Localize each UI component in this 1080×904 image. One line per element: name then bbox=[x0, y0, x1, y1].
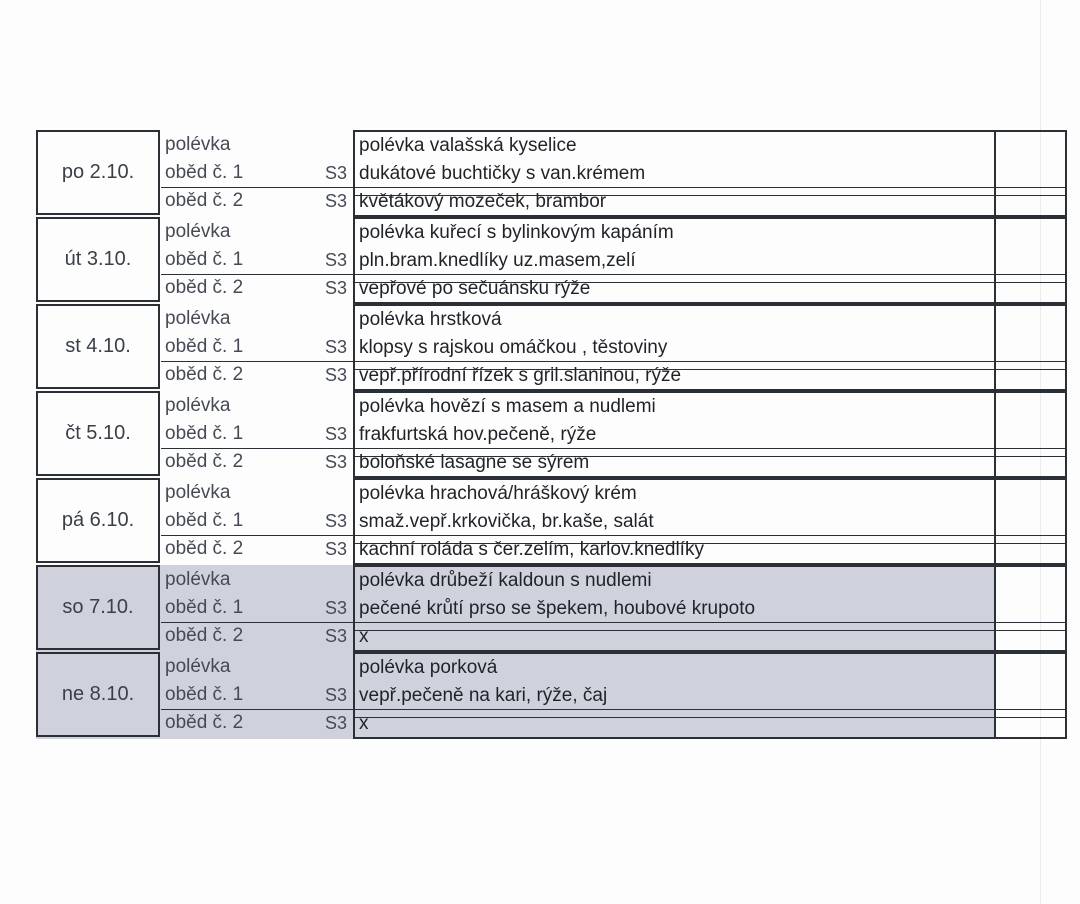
menu-row-lunch1 bbox=[161, 160, 1067, 188]
dish-name: vepř.přírodní řízek s gril.slaninou, rýže bbox=[359, 365, 682, 386]
dish-name: polévka valašská kyselice bbox=[359, 135, 577, 156]
meal-type: oběd č. 1 bbox=[165, 162, 244, 183]
dish-name: polévka porková bbox=[359, 657, 498, 678]
meal-type: oběd č. 2 bbox=[165, 364, 244, 385]
meal-type: polévka bbox=[165, 395, 231, 416]
kitchen-code: S3 bbox=[324, 713, 347, 733]
menu-row-soup bbox=[161, 480, 1067, 508]
dish-name: frakfurtská hov.pečeně, rýže bbox=[359, 424, 597, 445]
kitchen-code: S3 bbox=[324, 191, 347, 211]
dish-name: květákový mozeček, brambor bbox=[359, 191, 607, 212]
meal-type: oběd č. 2 bbox=[165, 190, 244, 211]
menu-row-lunch1 bbox=[161, 334, 1067, 362]
menu-row-soup bbox=[161, 567, 1067, 595]
meal-type: polévka bbox=[165, 656, 231, 677]
meal-type: polévka bbox=[165, 221, 231, 242]
meal-type: oběd č. 2 bbox=[165, 451, 244, 472]
kitchen-code: S3 bbox=[324, 511, 347, 531]
meal-type: oběd č. 1 bbox=[165, 336, 244, 357]
kitchen-code: S3 bbox=[324, 452, 347, 472]
menu-row-soup bbox=[161, 393, 1067, 421]
meal-type: oběd č. 2 bbox=[165, 712, 244, 733]
dish-name: polévka kuřecí s bylinkovým kapáním bbox=[359, 222, 674, 243]
kitchen-code: S3 bbox=[324, 365, 347, 385]
meal-type: oběd č. 1 bbox=[165, 423, 244, 444]
dish-name: vepř.pečeně na kari, rýže, čaj bbox=[359, 685, 608, 706]
meal-type: polévka bbox=[165, 134, 231, 155]
meal-type: oběd č. 2 bbox=[165, 277, 244, 298]
day-block-tue bbox=[36, 217, 1067, 304]
meal-type: oběd č. 1 bbox=[165, 249, 244, 270]
menu-row-lunch1 bbox=[161, 682, 1067, 710]
kitchen-code: S3 bbox=[324, 424, 347, 444]
kitchen-code: S3 bbox=[324, 539, 347, 559]
day-label: so 7.10. bbox=[36, 565, 160, 650]
day-label: ne 8.10. bbox=[36, 652, 160, 737]
dish-name: x bbox=[359, 626, 369, 647]
dish-name: dukátové buchtičky s van.krémem bbox=[359, 163, 646, 184]
dish-name: klopsy s rajskou omáčkou , těstoviny bbox=[359, 337, 668, 358]
meal-type: polévka bbox=[165, 482, 231, 503]
menu-row-soup bbox=[161, 306, 1067, 334]
kitchen-code: S3 bbox=[324, 685, 347, 705]
dish-name: polévka drůbeží kaldoun s nudlemi bbox=[359, 570, 652, 591]
dish-name: polévka hovězí s masem a nudlemi bbox=[359, 396, 656, 417]
menu-row-lunch1 bbox=[161, 508, 1067, 536]
kitchen-code: S3 bbox=[324, 626, 347, 646]
dish-name: boloňské lasagne se sýrem bbox=[359, 452, 590, 473]
kitchen-code: S3 bbox=[324, 598, 347, 618]
day-block-sun bbox=[36, 652, 1067, 739]
day-label: pá 6.10. bbox=[36, 478, 160, 563]
menu-row-lunch2 bbox=[161, 362, 1067, 390]
kitchen-code: S3 bbox=[324, 163, 347, 183]
kitchen-code: S3 bbox=[324, 337, 347, 357]
menu-row-lunch1 bbox=[161, 421, 1067, 449]
weekly-menu-table bbox=[36, 130, 1067, 746]
day-block-thu bbox=[36, 391, 1067, 478]
menu-row-lunch2 bbox=[161, 623, 1067, 651]
kitchen-code: S3 bbox=[324, 278, 347, 298]
dish-name: x bbox=[359, 713, 369, 734]
menu-row-lunch2 bbox=[161, 449, 1067, 477]
dish-name: pln.bram.knedlíky uz.masem,zelí bbox=[359, 250, 636, 271]
dish-name: kachní roláda s čer.zelím, karlov.knedlíky bbox=[359, 539, 704, 560]
menu-row-soup bbox=[161, 654, 1067, 682]
day-block-wed bbox=[36, 304, 1067, 391]
dish-name: polévka hrachová/hráškový krém bbox=[359, 483, 637, 504]
meal-type: oběd č. 2 bbox=[165, 538, 244, 559]
day-block-sat bbox=[36, 565, 1067, 652]
meal-type: polévka bbox=[165, 569, 231, 590]
day-block-mon bbox=[36, 130, 1067, 217]
day-block-fri bbox=[36, 478, 1067, 565]
dish-name: polévka hrstková bbox=[359, 309, 502, 330]
meal-type: oběd č. 1 bbox=[165, 510, 244, 531]
dish-name: pečené krůtí prso se špekem, houbové krupoto bbox=[359, 598, 756, 619]
meal-type: polévka bbox=[165, 308, 231, 329]
menu-row-soup bbox=[161, 219, 1067, 247]
day-label: st 4.10. bbox=[36, 304, 160, 389]
menu-row-lunch2 bbox=[161, 536, 1067, 564]
day-label: út 3.10. bbox=[36, 217, 160, 302]
meal-type: oběd č. 2 bbox=[165, 625, 244, 646]
menu-row-soup bbox=[161, 132, 1067, 160]
kitchen-code: S3 bbox=[324, 250, 347, 270]
day-label: po 2.10. bbox=[36, 130, 160, 215]
menu-row-lunch2 bbox=[161, 188, 1067, 216]
menu-row-lunch2 bbox=[161, 275, 1067, 303]
meal-type: oběd č. 1 bbox=[165, 684, 244, 705]
menu-row-lunch1 bbox=[161, 595, 1067, 623]
menu-row-lunch1 bbox=[161, 247, 1067, 275]
day-label: čt 5.10. bbox=[36, 391, 160, 476]
meal-type: oběd č. 1 bbox=[165, 597, 244, 618]
dish-name: vepřové po sečuánsku rýže bbox=[359, 278, 591, 299]
menu-row-lunch2 bbox=[161, 710, 1067, 738]
dish-name: smaž.vepř.krkovička, br.kaše, salát bbox=[359, 511, 654, 532]
